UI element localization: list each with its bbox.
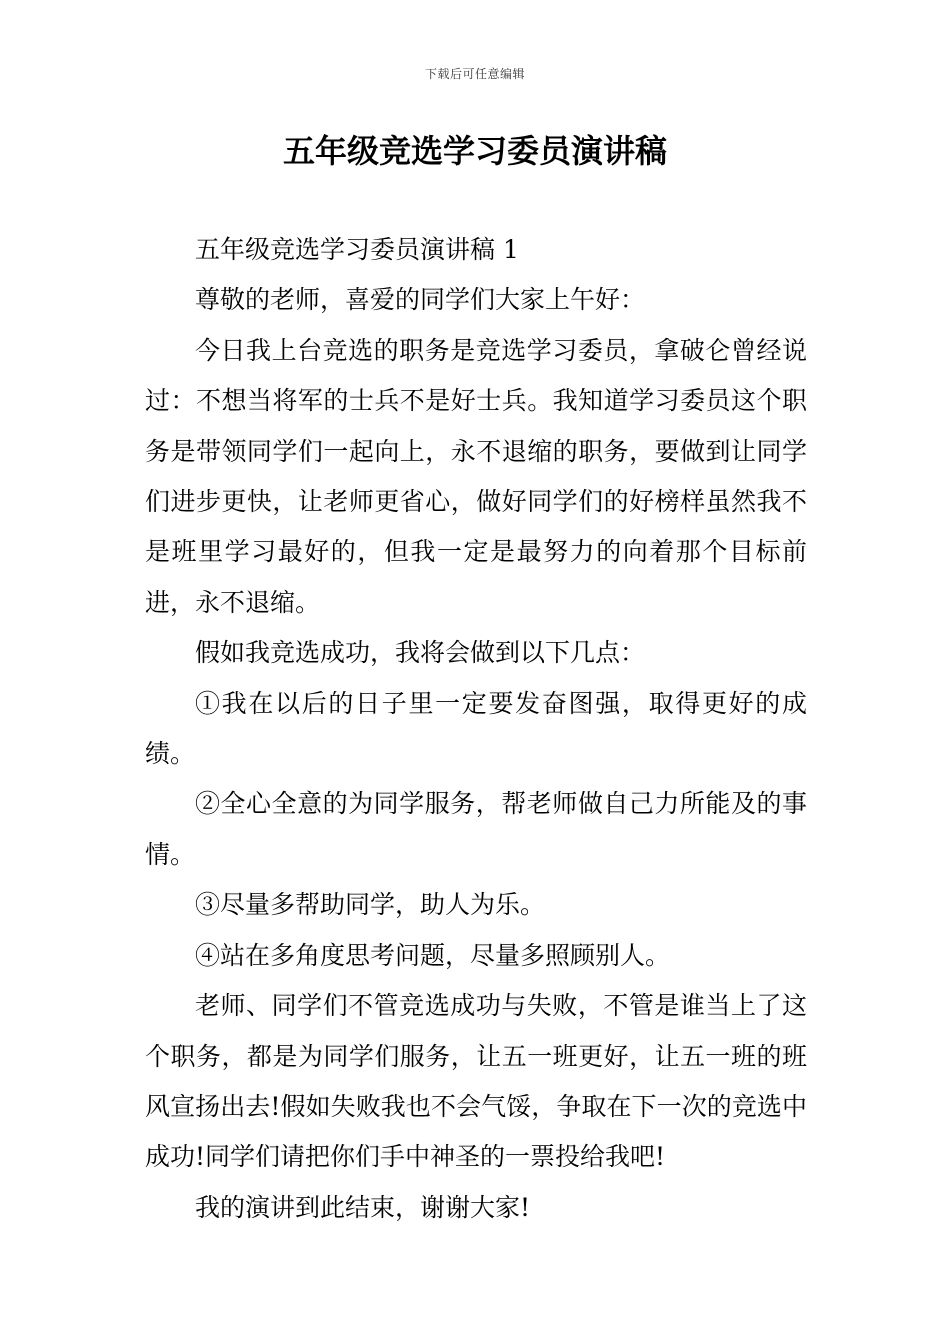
paragraph-closing: 我的演讲到此结束，谢谢大家! xyxy=(195,1192,531,1222)
paragraph-appeal: 老师、同学们不管竞选成功与失败，不管是谁当上了这个职务，都是为同学们服务，让五一班更好，让五一班的班风宣扬出去!假如失败我也不会气馁，争取在下一次的竞选中成功!同学们请把你们手中神圣的一票投给我吧! xyxy=(145,991,807,1172)
document-title: 五年级竞选学习委员演讲稿 xyxy=(282,132,667,170)
paragraph-point-1: ①我在以后的日子里一定要发奋图强，取得更好的成绩。 xyxy=(145,688,807,769)
header-note: 下载后可任意编辑 xyxy=(424,67,525,81)
document-body xyxy=(145,225,807,1233)
paragraph-plan-lead: 假如我竞选成功，我将会做到以下几点： xyxy=(195,638,646,668)
paragraph-greeting: 尊敬的老师，喜爱的同学们大家上午好： xyxy=(195,285,646,315)
paragraph-point-4: ④站在多角度思考问题，尽量多照顾别人。 xyxy=(195,940,671,970)
paragraph-intro: 今日我上台竞选的职务是竞选学习委员，拿破仑曾经说过：不想当将军的士兵不是好士兵。我知道学习委员这个职务是带领同学们一起向上，永不退缩的职务，要做到让同学们进步更快，让老师更省心，做好同学们的好榜样虽然我不是班里学习最好的，但我一定是最努力的向着那个目标前进，永不退缩。 xyxy=(145,335,807,617)
paragraph-subtitle: 五年级竞选学习委员演讲稿 1 xyxy=(195,235,519,264)
paragraph-point-3: ③尽量多帮助同学，助人为乐。 xyxy=(195,890,546,920)
paragraph-point-2: ②全心全意的为同学服务，帮老师做自己力所能及的事情。 xyxy=(145,789,807,869)
